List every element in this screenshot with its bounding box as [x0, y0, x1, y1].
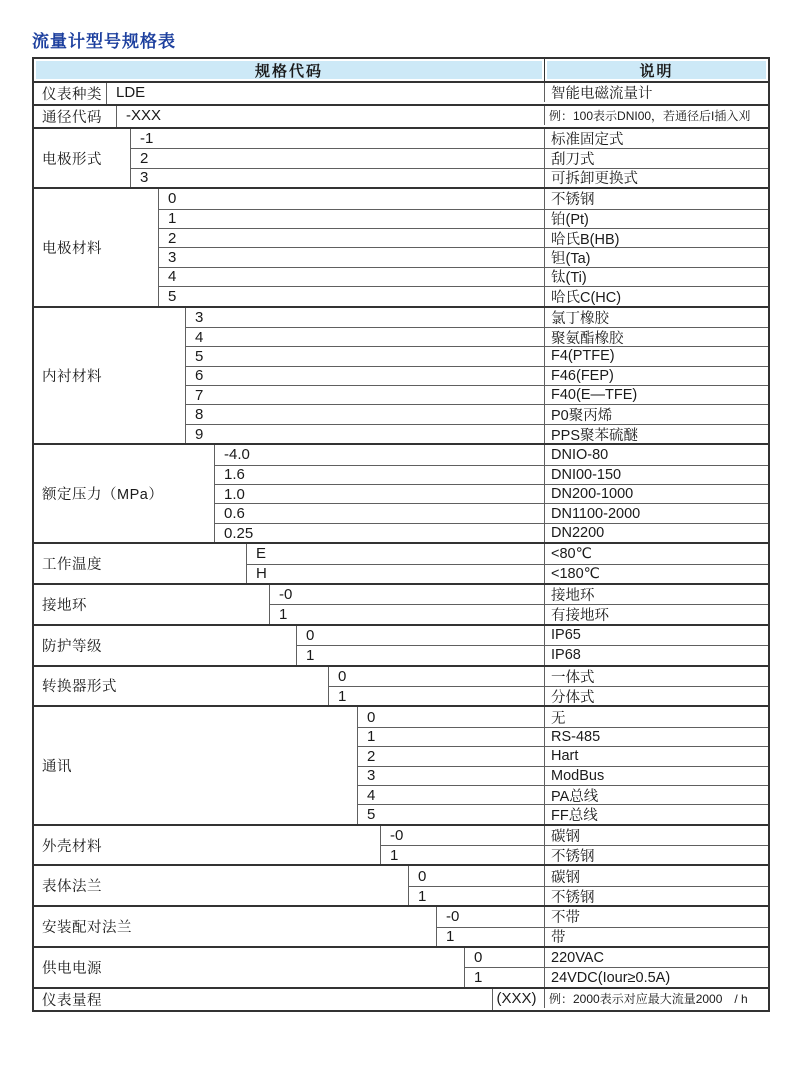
table-row — [437, 927, 768, 946]
spec-code-cell: 0.25 — [224, 524, 254, 542]
page-title: 流量计型号规格表 — [32, 32, 176, 51]
spec-desc-cell: <180℃ — [544, 565, 768, 583]
spec-code-cell: 0 — [474, 949, 483, 967]
spec-code-cell: 2 — [140, 150, 149, 168]
spec-desc-cell: 聚氨酯橡胶 — [544, 328, 768, 346]
spec-code-cell: 4 — [367, 786, 376, 804]
section-label: 仪表种类 — [42, 87, 102, 103]
table-row — [215, 484, 768, 503]
spec-section — [34, 542, 768, 583]
spec-desc-cell: 可拆卸更换式 — [544, 169, 768, 187]
section-label: 工作温度 — [42, 557, 102, 574]
spec-code-cell: 7 — [195, 386, 204, 404]
spec-code-cell: 0 — [338, 667, 347, 685]
spec-code-cell: LDE — [116, 84, 146, 102]
header-code-column: 规格代码 — [34, 59, 544, 81]
table-row — [493, 989, 768, 1008]
spec-desc-cell: 一体式 — [544, 667, 768, 686]
table-row — [215, 523, 768, 542]
table-row — [107, 83, 768, 102]
spec-desc-cell: 钛(Ti) — [544, 268, 768, 286]
table-row — [186, 327, 768, 346]
spec-desc-cell: 220VAC — [544, 948, 768, 967]
section-rows — [185, 308, 768, 444]
table-row — [131, 148, 768, 167]
spec-desc-cell: 无 — [544, 707, 768, 726]
section-rows — [246, 544, 768, 583]
spec-section — [34, 705, 768, 823]
spec-section — [34, 824, 768, 865]
section-rows — [158, 189, 768, 305]
table-row — [358, 707, 768, 726]
spec-section — [34, 624, 768, 665]
spec-section — [34, 306, 768, 444]
spec-desc-cell: DN2200 — [544, 524, 768, 542]
section-rows — [464, 948, 768, 987]
spec-code-cell: 0 — [306, 626, 315, 644]
spec-section — [34, 583, 768, 624]
table-row — [358, 746, 768, 765]
table-row — [437, 907, 768, 926]
table-row — [270, 585, 768, 604]
spec-code-cell: 3 — [140, 169, 149, 187]
spec-code-cell: -0 — [390, 826, 404, 844]
spec-code-cell: 0.6 — [224, 505, 245, 523]
section-rows — [116, 106, 768, 127]
spec-code-cell: 1 — [367, 728, 376, 746]
table-row — [159, 228, 768, 247]
spec-desc-cell: IP68 — [544, 646, 768, 664]
table-row — [465, 948, 768, 967]
section-rows — [214, 445, 768, 542]
table-row — [297, 626, 768, 645]
spec-desc-cell: <80℃ — [544, 544, 768, 563]
table-row — [186, 366, 768, 385]
table-row — [215, 445, 768, 464]
spec-code-cell: 3 — [168, 249, 177, 267]
spec-code-cell: 0 — [367, 708, 376, 726]
spec-desc-cell: Hart — [544, 747, 768, 765]
spec-desc-cell: 氯丁橡胶 — [544, 308, 768, 327]
spec-desc-cell: 刮刀式 — [544, 149, 768, 167]
spec-code-cell: 1 — [306, 646, 315, 664]
table-row — [270, 604, 768, 623]
spec-code-cell: 3 — [195, 308, 204, 326]
table-row — [358, 785, 768, 804]
table-row — [131, 129, 768, 148]
spec-desc-cell: 分体式 — [544, 687, 768, 705]
spec-section — [34, 665, 768, 706]
section-label: 接地环 — [42, 597, 87, 614]
spec-desc-cell: 钽(Ta) — [544, 248, 768, 266]
spec-code-cell: 2 — [367, 747, 376, 765]
spec-code-cell: H — [256, 565, 267, 583]
table-body — [34, 83, 768, 1010]
spec-desc-cell: DNI00-150 — [544, 466, 768, 484]
spec-section — [34, 187, 768, 305]
table-row — [215, 465, 768, 484]
spec-desc-cell: 智能电磁流量计 — [544, 83, 768, 102]
table-row — [159, 286, 768, 305]
spec-desc-cell: DN1100-2000 — [544, 504, 768, 522]
spec-code-cell: -1 — [140, 130, 154, 148]
section-label: 内衬材料 — [42, 368, 102, 385]
section-rows — [106, 83, 768, 104]
spec-desc-cell: 不带 — [544, 907, 768, 926]
spec-code-cell: 9 — [195, 425, 204, 443]
section-rows — [328, 667, 768, 706]
table-row — [329, 667, 768, 686]
spec-code-cell: 1 — [390, 846, 399, 864]
spec-desc-cell: 不锈钢 — [544, 887, 768, 905]
spec-desc-cell: 例：2000表示对应最大流量2000 / h — [544, 989, 768, 1008]
spec-desc-cell: DN200-1000 — [544, 485, 768, 503]
spec-code-cell: 0 — [168, 190, 177, 208]
spec-desc-cell: 例：100表示DNI00，若通径后I插入刈 — [544, 106, 768, 125]
section-rows — [269, 585, 768, 624]
spec-desc-cell: PA总线 — [544, 786, 768, 804]
section-label: 额定压力（MPa） — [42, 487, 164, 504]
table-row — [131, 168, 768, 187]
table-row — [409, 866, 768, 885]
table-row — [409, 886, 768, 905]
spec-desc-cell: 不锈钢 — [544, 189, 768, 208]
spec-desc-cell: 铂(Pt) — [544, 210, 768, 228]
table-header-row — [34, 59, 768, 83]
spec-code-cell: -0 — [446, 908, 460, 926]
spec-code-cell: 0 — [418, 867, 427, 885]
spec-code-cell: E — [256, 545, 267, 563]
section-label: 通径代码 — [42, 110, 102, 126]
table-row — [186, 424, 768, 443]
section-label: 供电电源 — [42, 960, 102, 977]
spec-section — [34, 127, 768, 187]
spec-code-cell: 1 — [279, 606, 288, 624]
section-rows — [408, 866, 768, 905]
table-row — [329, 686, 768, 705]
section-rows — [380, 826, 768, 865]
spec-desc-cell: 哈氏C(HC) — [544, 287, 768, 305]
section-rows — [130, 129, 768, 187]
table-row — [159, 247, 768, 266]
section-label: 通讯 — [42, 759, 72, 775]
spec-code-cell: 1 — [168, 210, 177, 228]
table-row — [247, 544, 768, 563]
spec-desc-cell: 带 — [544, 928, 768, 946]
spec-desc-cell: 不锈钢 — [544, 846, 768, 864]
table-row — [381, 845, 768, 864]
spec-desc-cell: PPS聚苯硫醚 — [544, 425, 768, 443]
spec-section — [34, 104, 768, 127]
table-row — [358, 727, 768, 746]
spec-desc-cell: 哈氏B(HB) — [544, 229, 768, 247]
spec-desc-cell: F40(E—TFE) — [544, 386, 768, 404]
section-label: 电极形式 — [42, 151, 102, 168]
table-row — [358, 766, 768, 785]
spec-desc-cell: 标准固定式 — [544, 129, 768, 148]
spec-code-cell: 1 — [338, 687, 347, 705]
spec-code-cell: 5 — [195, 347, 204, 365]
table-row — [297, 645, 768, 664]
table-row — [117, 106, 768, 125]
spec-section — [34, 443, 768, 542]
section-label: 外壳材料 — [42, 838, 102, 855]
spec-desc-cell: 接地环 — [544, 585, 768, 604]
table-row — [159, 189, 768, 208]
table-row — [215, 503, 768, 522]
spec-code-cell: 1.0 — [224, 485, 245, 503]
spec-table — [32, 57, 770, 1012]
spec-code-cell: 1 — [446, 928, 455, 946]
table-row — [159, 267, 768, 286]
spec-desc-cell: IP65 — [544, 626, 768, 645]
spec-code-cell: -0 — [279, 586, 293, 604]
section-label: 仪表量程 — [42, 992, 102, 1009]
spec-code-cell: 1 — [418, 887, 427, 905]
spec-code-cell: 5 — [367, 805, 376, 823]
section-rows — [436, 907, 768, 946]
table-row — [465, 967, 768, 986]
table-row — [159, 209, 768, 228]
spec-desc-cell: F46(FEP) — [544, 367, 768, 385]
spec-desc-cell: 碳钢 — [544, 866, 768, 885]
table-row — [381, 826, 768, 845]
section-label: 表体法兰 — [42, 879, 102, 896]
table-row — [247, 564, 768, 583]
header-desc-column: 说明 — [544, 59, 768, 81]
section-label: 电极材料 — [42, 240, 102, 257]
table-row — [186, 308, 768, 327]
spec-code-cell: 1.6 — [224, 466, 245, 484]
spec-code-cell: 2 — [168, 229, 177, 247]
table-row — [186, 404, 768, 423]
spec-section — [34, 987, 768, 1010]
spec-desc-cell: 有接地环 — [544, 605, 768, 623]
spec-code-cell: 5 — [168, 287, 177, 305]
section-label: 安装配对法兰 — [42, 920, 132, 937]
spec-desc-cell: DNIO-80 — [544, 445, 768, 464]
spec-code-cell: (XXX) — [496, 989, 537, 1007]
section-rows — [492, 989, 768, 1010]
section-label: 防护等级 — [42, 638, 102, 655]
spec-section — [34, 864, 768, 905]
spec-code-cell: 1 — [474, 969, 483, 987]
spec-desc-cell: F4(PTFE) — [544, 347, 768, 365]
spec-code-cell: 6 — [195, 367, 204, 385]
section-label: 转换器形式 — [42, 679, 117, 696]
table-row — [358, 804, 768, 823]
spec-code-cell: -4.0 — [224, 446, 250, 464]
spec-desc-cell: ModBus — [544, 767, 768, 785]
section-rows — [296, 626, 768, 665]
table-row — [186, 385, 768, 404]
spec-desc-cell: RS-485 — [544, 728, 768, 746]
spec-desc-cell: P0聚丙烯 — [544, 405, 768, 423]
section-rows — [357, 707, 768, 823]
spec-code-cell: 4 — [195, 328, 204, 346]
spec-desc-cell: 24VDC(Iour≥0.5A) — [544, 968, 768, 986]
spec-desc-cell: FF总线 — [544, 805, 768, 823]
table-row — [186, 346, 768, 365]
spec-code-cell: 3 — [367, 767, 376, 785]
spec-code-cell: 4 — [168, 268, 177, 286]
spec-section — [34, 946, 768, 987]
spec-code-cell: 8 — [195, 406, 204, 424]
spec-code-cell: -XXX — [126, 107, 162, 125]
spec-desc-cell: 碳钢 — [544, 826, 768, 845]
spec-section — [34, 83, 768, 104]
spec-section — [34, 905, 768, 946]
